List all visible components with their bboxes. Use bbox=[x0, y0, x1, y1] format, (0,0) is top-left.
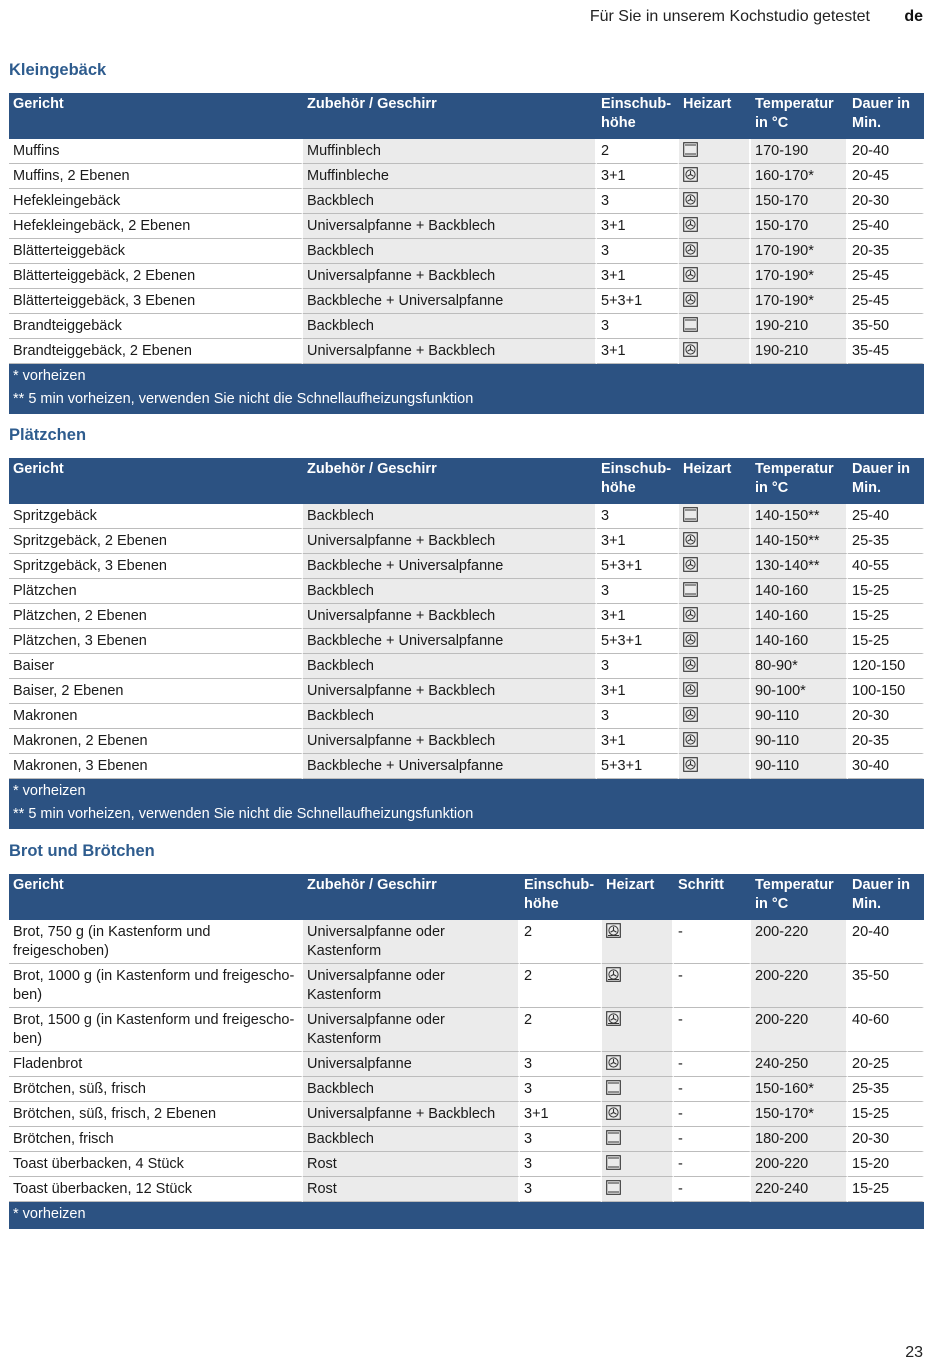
col-header-temperatur: Temperatur in °C bbox=[751, 93, 848, 139]
table-cell: Brot, 1000 g (in Kastenform und freigescho-ben) bbox=[9, 964, 303, 1008]
table-cell: 150-160* bbox=[751, 1077, 848, 1102]
table-brot-und-broetchen bbox=[9, 874, 924, 1229]
col-header-gericht: Gericht bbox=[9, 874, 303, 920]
heating-mode-cell bbox=[679, 139, 751, 164]
col-header-einschubhoehe: Einschub-höhe bbox=[597, 458, 679, 504]
table-row bbox=[9, 164, 924, 189]
table-cell: Spritzgebäck, 2 Ebenen bbox=[9, 529, 303, 554]
col-header-zubehoer: Zubehör / Geschirr bbox=[303, 93, 597, 139]
table-cell: Universalpfanne + Backblech bbox=[303, 264, 597, 289]
table-cell: 25-35 bbox=[848, 529, 924, 554]
table-cell: 20-30 bbox=[848, 704, 924, 729]
heating-mode-cell bbox=[679, 704, 751, 729]
hot-air-icon bbox=[683, 342, 698, 357]
col-header-gericht: Gericht bbox=[9, 458, 303, 504]
table-cell: Universalpfanne + Backblech bbox=[303, 214, 597, 239]
table-row bbox=[9, 629, 924, 654]
table-cell: 3 bbox=[597, 239, 679, 264]
hot-air-icon bbox=[683, 267, 698, 282]
table-cell: Backblech bbox=[303, 1077, 520, 1102]
table-cell: 25-40 bbox=[848, 504, 924, 529]
table-cell: 170-190 bbox=[751, 139, 848, 164]
table-row bbox=[9, 1052, 924, 1077]
table-cell: 20-30 bbox=[848, 189, 924, 214]
table-cell: 200-220 bbox=[751, 1008, 848, 1052]
col-header-temperatur: Temperatur in °C bbox=[751, 874, 848, 920]
table-cell: 5+3+1 bbox=[597, 754, 679, 779]
table-cell: Hefekleingebäck, 2 Ebenen bbox=[9, 214, 303, 239]
table-cell: Universalpfanne bbox=[303, 1052, 520, 1077]
table-cell: Plätzchen, 2 Ebenen bbox=[9, 604, 303, 629]
table-header-row bbox=[9, 93, 924, 139]
table-row bbox=[9, 189, 924, 214]
heating-mode-cell bbox=[602, 920, 674, 964]
hot-air-icon bbox=[683, 192, 698, 207]
heating-mode-cell bbox=[679, 289, 751, 314]
table-cell: - bbox=[674, 1152, 751, 1177]
table-notes-row bbox=[9, 364, 924, 414]
heating-mode-cell bbox=[679, 754, 751, 779]
table-row bbox=[9, 529, 924, 554]
table-cell: Backblech bbox=[303, 239, 597, 264]
hot-air-icon bbox=[683, 167, 698, 182]
col-header-dauer: Dauer in Min. bbox=[848, 874, 924, 920]
hot-air-icon bbox=[683, 707, 698, 722]
col-header-heizart: Heizart bbox=[679, 458, 751, 504]
table-row bbox=[9, 1177, 924, 1202]
hot-air-icon bbox=[683, 682, 698, 697]
table-cell: Toast überbacken, 12 Stück bbox=[9, 1177, 303, 1202]
table-cell: Hefekleingebäck bbox=[9, 189, 303, 214]
footnote: * vorheizen bbox=[13, 1206, 86, 1222]
table-cell: Brötchen, süß, frisch, 2 Ebenen bbox=[9, 1102, 303, 1127]
table-cell: Backbleche + Universalpfanne bbox=[303, 754, 597, 779]
table-cell: 3+1 bbox=[520, 1102, 602, 1127]
table-cell: Universalpfanne + Backblech bbox=[303, 529, 597, 554]
col-header-zubehoer: Zubehör / Geschirr bbox=[303, 874, 520, 920]
table-cell: 5+3+1 bbox=[597, 629, 679, 654]
table-cell: Blätterteiggebäck, 2 Ebenen bbox=[9, 264, 303, 289]
table-row bbox=[9, 1077, 924, 1102]
table-cell: Backbleche + Universalpfanne bbox=[303, 629, 597, 654]
table-cell: 25-45 bbox=[848, 264, 924, 289]
hot-air-icon bbox=[683, 532, 698, 547]
table-row bbox=[9, 679, 924, 704]
footnote: ** 5 min vorheizen, verwenden Sie nicht die Schnellaufheizungsfunktion bbox=[13, 391, 474, 407]
heating-mode-cell bbox=[679, 314, 751, 339]
footnote: * vorheizen bbox=[13, 368, 86, 384]
heating-mode-cell bbox=[679, 339, 751, 364]
table-cell: Backblech bbox=[303, 314, 597, 339]
table-cell: Makronen, 2 Ebenen bbox=[9, 729, 303, 754]
section-title-kleingebaeck: Kleingebäck bbox=[9, 61, 107, 79]
table-cell: - bbox=[674, 1052, 751, 1077]
table-cell: Makronen, 3 Ebenen bbox=[9, 754, 303, 779]
table-cell: Universalpfanne oder Kastenform bbox=[303, 920, 520, 964]
table-cell: 3 bbox=[597, 314, 679, 339]
table-cell: Brötchen, frisch bbox=[9, 1127, 303, 1152]
heating-mode-cell bbox=[602, 964, 674, 1008]
table-row bbox=[9, 554, 924, 579]
table-cell: 90-110 bbox=[751, 729, 848, 754]
col-header-heizart: Heizart bbox=[602, 874, 674, 920]
col-header-einschubhoehe: Einschub-höhe bbox=[597, 93, 679, 139]
table-notes bbox=[9, 779, 924, 829]
table-cell: Baiser, 2 Ebenen bbox=[9, 679, 303, 704]
table-cell: 2 bbox=[597, 139, 679, 164]
table-cell: 170-190* bbox=[751, 239, 848, 264]
table-cell: Brandteiggebäck, 2 Ebenen bbox=[9, 339, 303, 364]
table-cell: 15-25 bbox=[848, 1102, 924, 1127]
table-cell: Backblech bbox=[303, 654, 597, 679]
table-cell: 5+3+1 bbox=[597, 554, 679, 579]
table-header-row bbox=[9, 458, 924, 504]
table-cell: Muffins bbox=[9, 139, 303, 164]
table-plaetzchen bbox=[9, 458, 924, 829]
table-cell: 3+1 bbox=[597, 339, 679, 364]
table-cell: 240-250 bbox=[751, 1052, 848, 1077]
table-cell: Backbleche + Universalpfanne bbox=[303, 289, 597, 314]
table-cell: 3+1 bbox=[597, 164, 679, 189]
table-cell: 3+1 bbox=[597, 264, 679, 289]
table-cell: Blätterteiggebäck, 3 Ebenen bbox=[9, 289, 303, 314]
table-cell: 90-110 bbox=[751, 704, 848, 729]
table-cell: 220-240 bbox=[751, 1177, 848, 1202]
table-row bbox=[9, 264, 924, 289]
heating-mode-cell bbox=[602, 1127, 674, 1152]
hot-air-icon bbox=[683, 732, 698, 747]
table-cell: 3 bbox=[520, 1177, 602, 1202]
table-cell: 20-45 bbox=[848, 164, 924, 189]
table-cell: 200-220 bbox=[751, 920, 848, 964]
table-cell: Universalpfanne + Backblech bbox=[303, 729, 597, 754]
table-cell: 3 bbox=[597, 504, 679, 529]
table-row bbox=[9, 239, 924, 264]
table-cell: 170-190* bbox=[751, 264, 848, 289]
hot-air-icon bbox=[683, 607, 698, 622]
table-row bbox=[9, 139, 924, 164]
table-row bbox=[9, 654, 924, 679]
table-cell: Backblech bbox=[303, 1127, 520, 1152]
heating-mode-cell bbox=[679, 239, 751, 264]
top-bottom-heat-icon bbox=[606, 1155, 621, 1170]
table-cell: 190-210 bbox=[751, 314, 848, 339]
table-row bbox=[9, 1127, 924, 1152]
table-cell: Brot, 1500 g (in Kastenform und freigescho-ben) bbox=[9, 1008, 303, 1052]
table-row bbox=[9, 1152, 924, 1177]
table-cell: 140-160 bbox=[751, 629, 848, 654]
table-cell: 150-170 bbox=[751, 214, 848, 239]
table-cell: Backblech bbox=[303, 579, 597, 604]
heating-mode-cell bbox=[679, 554, 751, 579]
table-cell: Universalpfanne + Backblech bbox=[303, 604, 597, 629]
heating-mode-cell bbox=[679, 164, 751, 189]
table-cell: 15-25 bbox=[848, 1177, 924, 1202]
table-cell: Universalpfanne oder Kastenform bbox=[303, 1008, 520, 1052]
heating-mode-cell bbox=[602, 1052, 674, 1077]
table-cell: 30-40 bbox=[848, 754, 924, 779]
footnote: * vorheizen bbox=[13, 783, 86, 799]
table-row bbox=[9, 704, 924, 729]
table-cell: 3 bbox=[597, 579, 679, 604]
table-cell: - bbox=[674, 1077, 751, 1102]
table-cell: 2 bbox=[520, 1008, 602, 1052]
bread-setting-icon bbox=[606, 967, 621, 982]
table-cell: Universalpfanne + Backblech bbox=[303, 339, 597, 364]
table-cell: 2 bbox=[520, 964, 602, 1008]
col-header-temperatur: Temperatur in °C bbox=[751, 458, 848, 504]
heating-mode-cell bbox=[679, 629, 751, 654]
heating-mode-cell bbox=[679, 189, 751, 214]
heating-mode-cell bbox=[602, 1077, 674, 1102]
col-header-dauer: Dauer in Min. bbox=[848, 458, 924, 504]
col-header-heizart: Heizart bbox=[679, 93, 751, 139]
table-cell: Blätterteiggebäck bbox=[9, 239, 303, 264]
table-row bbox=[9, 754, 924, 779]
table-cell: 3 bbox=[520, 1152, 602, 1177]
table-cell: 20-30 bbox=[848, 1127, 924, 1152]
heating-mode-cell bbox=[679, 504, 751, 529]
table-cell: Brandteiggebäck bbox=[9, 314, 303, 339]
table-cell: Backbleche + Universalpfanne bbox=[303, 554, 597, 579]
table-row bbox=[9, 579, 924, 604]
table-row bbox=[9, 289, 924, 314]
table-cell: Toast überbacken, 4 Stück bbox=[9, 1152, 303, 1177]
table-cell: Universalpfanne + Backblech bbox=[303, 1102, 520, 1127]
table-row bbox=[9, 964, 924, 1008]
table-cell: Backblech bbox=[303, 504, 597, 529]
hot-air-icon bbox=[683, 657, 698, 672]
table-notes-row bbox=[9, 779, 924, 829]
heating-mode-cell bbox=[679, 214, 751, 239]
footnote: ** 5 min vorheizen, verwenden Sie nicht die Schnellaufheizungsfunktion bbox=[13, 806, 474, 822]
top-bottom-heat-icon bbox=[683, 507, 698, 522]
table-cell: Backblech bbox=[303, 189, 597, 214]
table-row bbox=[9, 729, 924, 754]
table-cell: 100-150 bbox=[848, 679, 924, 704]
heating-mode-cell bbox=[679, 579, 751, 604]
table-cell: - bbox=[674, 1177, 751, 1202]
table-cell: Muffins, 2 Ebenen bbox=[9, 164, 303, 189]
table-cell: 140-160 bbox=[751, 579, 848, 604]
heating-mode-cell bbox=[679, 264, 751, 289]
table-cell: Universalpfanne + Backblech bbox=[303, 679, 597, 704]
table-cell: 150-170 bbox=[751, 189, 848, 214]
table-cell: Plätzchen, 3 Ebenen bbox=[9, 629, 303, 654]
table-cell: - bbox=[674, 1127, 751, 1152]
table-cell: Plätzchen bbox=[9, 579, 303, 604]
hot-air-icon bbox=[606, 1055, 621, 1070]
heating-mode-cell bbox=[602, 1152, 674, 1177]
table-cell: 40-55 bbox=[848, 554, 924, 579]
section-title-brot-und-broetchen: Brot und Brötchen bbox=[9, 842, 155, 860]
heating-mode-cell bbox=[679, 654, 751, 679]
table-header-row bbox=[9, 874, 924, 920]
top-bottom-heat-icon bbox=[683, 317, 698, 332]
hot-air-icon bbox=[683, 242, 698, 257]
col-header-einschubhoehe: Einschub-höhe bbox=[520, 874, 602, 920]
table-cell: 140-150** bbox=[751, 504, 848, 529]
table-cell: 35-50 bbox=[848, 964, 924, 1008]
heating-mode-cell bbox=[602, 1008, 674, 1052]
page-header bbox=[0, 8, 950, 30]
table-cell: 3+1 bbox=[597, 214, 679, 239]
table-cell: Rost bbox=[303, 1177, 520, 1202]
table-cell: 3 bbox=[520, 1052, 602, 1077]
table-cell: 5+3+1 bbox=[597, 289, 679, 314]
table-cell: 90-100* bbox=[751, 679, 848, 704]
hot-air-icon bbox=[683, 557, 698, 572]
table-row bbox=[9, 920, 924, 964]
heating-mode-cell bbox=[602, 1102, 674, 1127]
table-cell: Muffinbleche bbox=[303, 164, 597, 189]
table-kleingebaeck bbox=[9, 93, 924, 414]
top-bottom-heat-icon bbox=[606, 1180, 621, 1195]
top-bottom-heat-icon bbox=[606, 1080, 621, 1095]
heating-mode-cell bbox=[679, 679, 751, 704]
hot-air-icon bbox=[683, 292, 698, 307]
table-cell: 3 bbox=[597, 704, 679, 729]
table-cell: 40-60 bbox=[848, 1008, 924, 1052]
table-cell: 90-110 bbox=[751, 754, 848, 779]
table-cell: 20-40 bbox=[848, 139, 924, 164]
table-cell: 3 bbox=[520, 1077, 602, 1102]
heating-mode-cell bbox=[679, 729, 751, 754]
table-row bbox=[9, 1008, 924, 1052]
table-cell: 180-200 bbox=[751, 1127, 848, 1152]
table-cell: 35-50 bbox=[848, 314, 924, 339]
table-cell: - bbox=[674, 920, 751, 964]
table-cell: 140-150** bbox=[751, 529, 848, 554]
table-cell: Fladenbrot bbox=[9, 1052, 303, 1077]
section-title-plaetzchen: Plätzchen bbox=[9, 426, 87, 444]
table-cell: Muffinblech bbox=[303, 139, 597, 164]
table-cell: 3 bbox=[597, 654, 679, 679]
table-cell: Brot, 750 g (in Kastenform und freigeschoben) bbox=[9, 920, 303, 964]
table-cell: - bbox=[674, 964, 751, 1008]
language-code: de bbox=[904, 8, 923, 25]
top-bottom-heat-icon bbox=[683, 582, 698, 597]
heating-mode-cell bbox=[679, 604, 751, 629]
col-header-dauer: Dauer in Min. bbox=[848, 93, 924, 139]
table-row bbox=[9, 214, 924, 239]
table-cell: 170-190* bbox=[751, 289, 848, 314]
table-cell: 120-150 bbox=[848, 654, 924, 679]
table-cell: Brötchen, süß, frisch bbox=[9, 1077, 303, 1102]
bread-setting-icon bbox=[606, 923, 621, 938]
table-cell: 25-35 bbox=[848, 1077, 924, 1102]
table-cell: 150-170* bbox=[751, 1102, 848, 1127]
page-number: 23 bbox=[905, 1344, 923, 1361]
hot-air-icon bbox=[683, 217, 698, 232]
table-cell: 200-220 bbox=[751, 964, 848, 1008]
table-cell: 3+1 bbox=[597, 529, 679, 554]
table-row bbox=[9, 504, 924, 529]
top-bottom-heat-icon bbox=[606, 1130, 621, 1145]
table-cell: Backblech bbox=[303, 704, 597, 729]
table-cell: Rost bbox=[303, 1152, 520, 1177]
table-cell: 160-170* bbox=[751, 164, 848, 189]
heating-mode-cell bbox=[602, 1177, 674, 1202]
col-header-schritt: Schritt bbox=[674, 874, 751, 920]
table-cell: 3+1 bbox=[597, 729, 679, 754]
table-notes-row bbox=[9, 1202, 924, 1229]
table-cell: 15-20 bbox=[848, 1152, 924, 1177]
table-cell: Spritzgebäck bbox=[9, 504, 303, 529]
table-cell: 20-40 bbox=[848, 920, 924, 964]
table-cell: 3+1 bbox=[597, 679, 679, 704]
table-cell: 25-45 bbox=[848, 289, 924, 314]
table-cell: 35-45 bbox=[848, 339, 924, 364]
table-row bbox=[9, 314, 924, 339]
table-cell: 80-90* bbox=[751, 654, 848, 679]
table-cell: - bbox=[674, 1008, 751, 1052]
table-cell: 3 bbox=[597, 189, 679, 214]
header-title: Für Sie in unserem Kochstudio getestet bbox=[589, 8, 870, 25]
col-header-gericht: Gericht bbox=[9, 93, 303, 139]
table-cell: 15-25 bbox=[848, 579, 924, 604]
table-row bbox=[9, 1102, 924, 1127]
table-row bbox=[9, 604, 924, 629]
table-notes bbox=[9, 364, 924, 414]
table-cell: 3+1 bbox=[597, 604, 679, 629]
bread-setting-icon bbox=[606, 1011, 621, 1026]
table-cell: Spritzgebäck, 3 Ebenen bbox=[9, 554, 303, 579]
table-cell: 3 bbox=[520, 1127, 602, 1152]
heating-mode-cell bbox=[679, 529, 751, 554]
table-cell: 20-35 bbox=[848, 729, 924, 754]
table-cell: 15-25 bbox=[848, 629, 924, 654]
top-bottom-heat-icon bbox=[683, 142, 698, 157]
table-cell: - bbox=[674, 1102, 751, 1127]
table-cell: 190-210 bbox=[751, 339, 848, 364]
table-cell: Baiser bbox=[9, 654, 303, 679]
table-cell: 200-220 bbox=[751, 1152, 848, 1177]
table-cell: 20-35 bbox=[848, 239, 924, 264]
table-cell: 25-40 bbox=[848, 214, 924, 239]
col-header-zubehoer: Zubehör / Geschirr bbox=[303, 458, 597, 504]
table-notes bbox=[9, 1202, 924, 1229]
hot-air-icon bbox=[606, 1105, 621, 1120]
table-cell: Makronen bbox=[9, 704, 303, 729]
table-cell: Universalpfanne oder Kastenform bbox=[303, 964, 520, 1008]
table-row bbox=[9, 339, 924, 364]
table-cell: 15-25 bbox=[848, 604, 924, 629]
table-cell: 130-140** bbox=[751, 554, 848, 579]
hot-air-icon bbox=[683, 632, 698, 647]
hot-air-icon bbox=[683, 757, 698, 772]
table-cell: 20-25 bbox=[848, 1052, 924, 1077]
table-cell: 2 bbox=[520, 920, 602, 964]
table-cell: 140-160 bbox=[751, 604, 848, 629]
